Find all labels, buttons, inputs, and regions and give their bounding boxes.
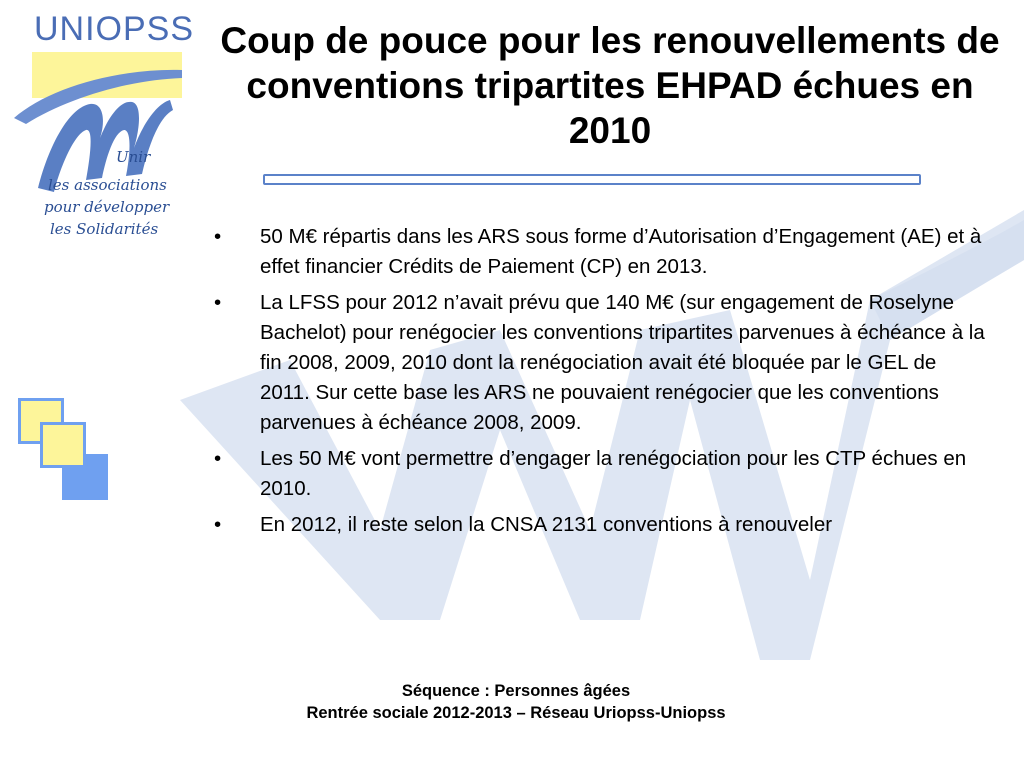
- list-item: [208, 510, 988, 540]
- slide-title: Coup de pouce pour les renouvellements de conventions tripartites EHPAD échues en 2010: [220, 20, 1000, 151]
- bullet-dot: •: [214, 291, 222, 314]
- bullet-list: [208, 222, 988, 546]
- slide-footer: [200, 680, 832, 724]
- bullet-text: En 2012, il reste selon la CNSA 2131 conventions à renouveler: [260, 513, 833, 536]
- bullet-text: Les 50 M€ vont permettre d’engager la renégociation pour les CTP échues en 2010.: [260, 447, 967, 500]
- bullet-dot: •: [214, 447, 222, 470]
- list-item: [208, 222, 988, 282]
- logo-tagline-1: Unir: [116, 148, 151, 166]
- bullet-dot: •: [214, 225, 222, 248]
- footer-sequence: Séquence : Personnes âgées: [401, 682, 631, 700]
- logo-tagline-4: les Solidarités: [50, 220, 159, 238]
- bullet-text: 50 M€ répartis dans les ARS sous forme d’Autorisation d’Engagement (AE) et à effet financier Crédits de Paiement (CP) en 2013.: [260, 225, 982, 278]
- list-item: [208, 288, 988, 438]
- logo-tagline-2: les associations: [48, 176, 167, 194]
- uniopss-logo: [8, 8, 195, 258]
- square-middle: [40, 422, 86, 468]
- bullet-dot: •: [214, 513, 222, 536]
- bullet-text: La LFSS pour 2012 n’avait prévu que 140 M€ (sur engagement de Roselyne Bachelot) pour renégocier les conventions tripartites parvenues à échéance à la fin 2008, 2009, 2010 dont la renégociation avait été bloquée par le GEL de 2011. Sur cette base les ARS ne pouvaient renégocier que les conventions parvenues à échéance 2008, 2009.: [260, 291, 985, 434]
- logo-tagline-3: pour développer: [44, 198, 170, 216]
- footer-network: Rentrée sociale 2012-2013 – Réseau Uriopss-Uniopss: [306, 704, 726, 722]
- decorative-squares: [18, 398, 113, 503]
- logo-wordmark: UNIOPSS: [34, 10, 195, 48]
- title-underline: [263, 174, 921, 185]
- list-item: [208, 444, 988, 504]
